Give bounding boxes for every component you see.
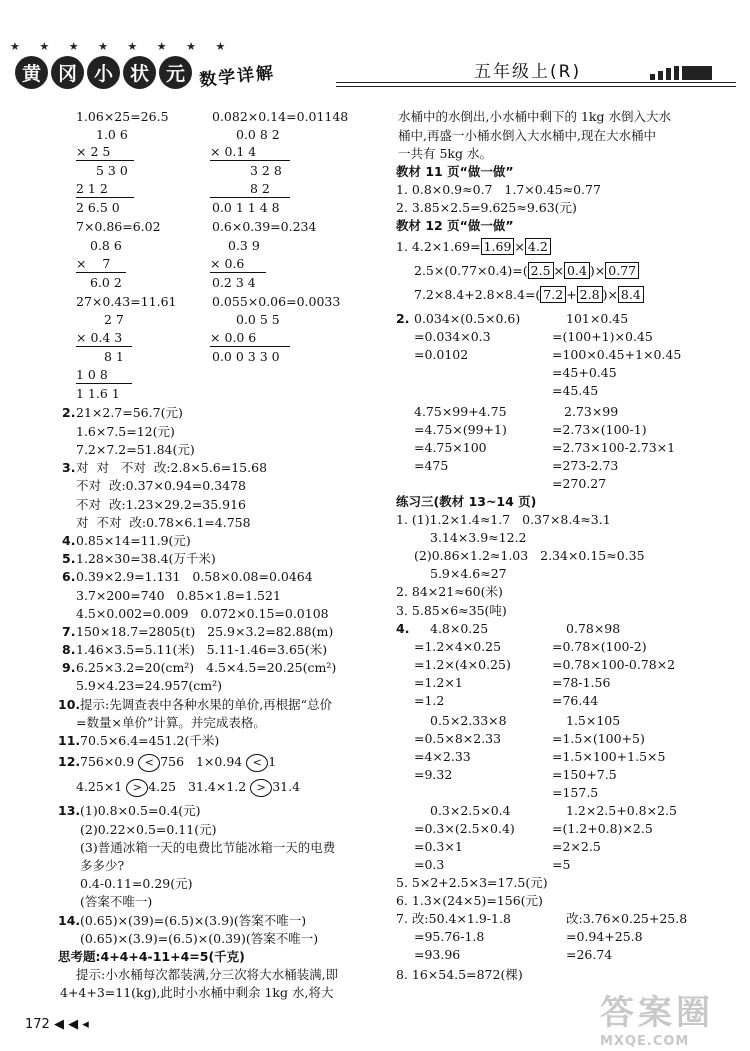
calc-line: × 7 bbox=[76, 256, 111, 271]
watermark-logo: 答案圈 bbox=[600, 993, 714, 1033]
text-line: 7×0.86=6.02 bbox=[76, 219, 161, 234]
item-number: 2. bbox=[396, 311, 410, 326]
text-line: =45.45 bbox=[552, 383, 599, 398]
text-line: 0.082×0.14=0.01148 bbox=[212, 109, 349, 124]
text-line: =0.0102 bbox=[414, 347, 469, 362]
calc-rule bbox=[76, 272, 126, 273]
text-line: 4+4+3=11(kg),此时小水桶中剩余 1kg 水,将大 bbox=[60, 985, 334, 1000]
text-line: 2. 84×21≈60(米) bbox=[396, 584, 503, 599]
text-line: =0.3 bbox=[414, 857, 445, 872]
section-heading: 练习三(教材 13~14 页) bbox=[396, 494, 537, 509]
text-line: =0.94+25.8 bbox=[566, 929, 643, 944]
text-line: 1.6×7.5=12(元) bbox=[76, 424, 175, 439]
text-line: 0.034×(0.5×0.6) bbox=[414, 311, 521, 326]
book-logo bbox=[15, 52, 315, 96]
logo-subtitle: 数学详解 bbox=[198, 63, 277, 91]
text-line: =(100+1)×0.45 bbox=[552, 329, 653, 344]
boxed-line: 2.5×(0.77×0.4)=( 2.5 × 0.4 )× 0.77 bbox=[414, 262, 639, 279]
item-number: 14. bbox=[58, 913, 81, 928]
text-line: 2. 3.85×2.5=9.625≈9.63(元) bbox=[396, 200, 577, 215]
calc-line: 1 1.6 1 bbox=[76, 386, 120, 401]
item-number: 6. bbox=[62, 569, 76, 584]
text-line: 1. 0.8×0.9≈0.7 1.7×0.45≈0.77 bbox=[396, 182, 601, 197]
item-number: 11. bbox=[58, 733, 81, 748]
text-line: 4.5×0.002=0.009 0.072×0.15=0.0108 bbox=[76, 606, 329, 621]
text-line: 0.4-0.11=0.29(元) bbox=[80, 876, 193, 891]
text-line: =0.3×(2.5×0.4) bbox=[414, 821, 515, 836]
calc-line: 0.2 3 4 bbox=[212, 275, 256, 290]
watermark-url: MXQE.COM bbox=[600, 1034, 690, 1049]
section-heading: 教材 12 页“做一做” bbox=[396, 218, 514, 233]
answer-box: 7.2 bbox=[540, 286, 566, 303]
answer-box: 0.77 bbox=[605, 262, 639, 279]
text-line: =76.44 bbox=[552, 693, 599, 708]
text-line: 5. 5×2+2.5×3=17.5(元) bbox=[396, 875, 548, 890]
header-rule bbox=[336, 86, 736, 87]
text-line: 多多少? bbox=[80, 858, 125, 873]
text-line: =0.78×100-0.78×2 bbox=[552, 657, 676, 672]
boxed-line: 1. 4.2×1.69= 1.69 × 4.2 bbox=[396, 238, 551, 255]
text-line: =(1.2+0.8)×2.5 bbox=[552, 821, 653, 836]
calc-line: 0.3 9 bbox=[228, 238, 260, 253]
text-line: 6. 1.3×(24×5)=156(元) bbox=[396, 893, 543, 908]
text-line: =4×2.33 bbox=[414, 749, 471, 764]
text-line: 70.5×6.4=451.2(千米) bbox=[80, 733, 220, 748]
text-line: =1.2×1 bbox=[414, 675, 463, 690]
text-line: 0.85×14=11.9(元) bbox=[76, 533, 191, 548]
logo-char: 黄 bbox=[15, 56, 48, 89]
text-line: (2)0.22×0.5=0.11(元) bbox=[80, 822, 217, 837]
compare-line bbox=[76, 778, 300, 797]
text-line: =95.76-1.8 bbox=[414, 929, 485, 944]
text-line: 3.7×200=740 0.85×1.8=1.521 bbox=[76, 588, 281, 603]
answer-box: 4.2 bbox=[525, 238, 551, 255]
calc-rule bbox=[210, 272, 266, 273]
text-line: =78-1.56 bbox=[552, 675, 611, 690]
text-line: (0.65)×(39)=(6.5)×(3.9)(答案不唯一) bbox=[80, 913, 307, 928]
compare-expr: 1×0.94 bbox=[195, 754, 243, 769]
answer-box: 0.4 bbox=[564, 262, 590, 279]
answer-box: 2.8 bbox=[577, 286, 603, 303]
text-line: =270.27 bbox=[552, 476, 607, 491]
text-line: 提示:小水桶每次都装满,分三次将大水桶装满,即 bbox=[76, 967, 339, 982]
text-line: =26.74 bbox=[566, 947, 613, 962]
compare-expr: 756×0.9 bbox=[80, 754, 135, 769]
text-line: 3.14×3.9≈12.2 bbox=[430, 530, 527, 545]
text-line: 不对 改:1.23×29.2=35.916 bbox=[76, 497, 247, 512]
text-line: 4.8×0.25 bbox=[430, 621, 489, 636]
text-line: 7.2×7.2=51.84(元) bbox=[76, 442, 195, 457]
answer-box: 1.69 bbox=[481, 238, 515, 255]
compare-line bbox=[80, 753, 276, 772]
calc-line: × 2 5 bbox=[76, 144, 111, 159]
logo-char: 冈 bbox=[51, 56, 84, 89]
text-line: 6.25×3.2=20(cm²) 4.5×4.5=20.25(cm²) bbox=[76, 660, 337, 675]
item-number: 9. bbox=[62, 660, 76, 675]
text-line: =93.96 bbox=[414, 947, 461, 962]
text-line: 0.6×0.39=0.234 bbox=[212, 219, 317, 234]
calc-line: 2 7 bbox=[104, 312, 124, 327]
calc-line: × 0.1 4 bbox=[210, 144, 257, 159]
text-line: =0.034×0.3 bbox=[414, 329, 491, 344]
compare-sign: < bbox=[138, 754, 160, 772]
text-line: 对 不对 改:0.78×6.1=4.758 bbox=[76, 515, 251, 530]
text-line: =0.5×8×2.33 bbox=[414, 731, 502, 746]
text-line: 2.73×99 bbox=[564, 404, 619, 419]
text-line: 5.9×4.23=24.957(cm²) bbox=[76, 678, 223, 693]
text-line: (3)普通冰箱一天的电费比节能冰箱一天的电费 bbox=[80, 840, 336, 855]
calc-line: 1 0 8 bbox=[76, 367, 108, 382]
compare-sign: > bbox=[126, 779, 148, 797]
calc-line: 8 2 bbox=[250, 181, 270, 196]
boxed-prefix: 7.2×8.4+2.8×8.4=( bbox=[414, 287, 541, 302]
compare-rhs: 756 bbox=[160, 754, 185, 769]
text-line: 不对 改:0.37×0.94=0.3478 bbox=[76, 478, 247, 493]
compare-expr: 4.25×1 bbox=[76, 779, 123, 794]
answer-box: 8.4 bbox=[618, 286, 644, 303]
logo-stars: ★ ★ ★ ★ ★ ★ ★ ★ bbox=[10, 40, 234, 53]
text-line: =1.5×100+1.5×5 bbox=[552, 749, 666, 764]
text-line: 桶中,再盛一小桶水倒入大水桶中,现在大水桶中 bbox=[398, 128, 656, 143]
thinking-question: 思考题:4+4+4-11+4=5(千克) bbox=[58, 949, 245, 964]
text-line: =1.5×(100+5) bbox=[552, 731, 645, 746]
compare-rhs: 1 bbox=[268, 754, 277, 769]
text-line: 1. (1)1.2×1.4≈1.7 0.37×8.4≈3.1 bbox=[396, 512, 611, 527]
section-heading: 教材 11 页“做一做” bbox=[396, 164, 514, 179]
text-line: =1.2×4×0.25 bbox=[414, 639, 502, 654]
calc-line: 3 2 8 bbox=[250, 163, 282, 178]
text-line: (0.65)×(3.9)=(6.5)×(0.39)(答案不唯一) bbox=[80, 931, 319, 946]
text-line: 1.5×105 bbox=[566, 713, 621, 728]
calc-line: × 0.0 6 bbox=[210, 330, 257, 345]
calc-line: × 0.6 bbox=[210, 256, 245, 271]
calc-line: 6.0 2 bbox=[90, 275, 122, 290]
text-line: 7. 改:50.4×1.9-1.8 bbox=[396, 911, 511, 926]
compare-rhs: 4.25 bbox=[148, 779, 177, 794]
calc-rule bbox=[76, 383, 132, 384]
boxed-prefix: 1. 4.2×1.69= bbox=[396, 239, 481, 254]
calc-line: 2 6.5 0 bbox=[76, 200, 120, 215]
text-line: 1.28×30=38.4(万千米) bbox=[76, 551, 216, 566]
text-line: 1.06×25=26.5 bbox=[76, 109, 169, 124]
calc-line: 0.0 0 3 3 0 bbox=[212, 349, 280, 364]
text-line: =9.32 bbox=[414, 767, 453, 782]
calc-line: 8 1 bbox=[104, 349, 124, 364]
text-line: 1.46×3.5=5.11(米) 5.11-1.46=3.65(米) bbox=[76, 642, 328, 657]
calc-rule bbox=[76, 197, 134, 198]
calc-rule bbox=[76, 346, 132, 347]
compare-rhs: 31.4 bbox=[272, 779, 301, 794]
watermark bbox=[600, 985, 714, 1049]
text-line: 5.9×4.6≈27 bbox=[430, 566, 507, 581]
page-footer bbox=[25, 1017, 89, 1032]
text-line: =2×2.5 bbox=[552, 839, 601, 854]
text-line: 对 对 不对 改:2.8×5.6=15.68 bbox=[76, 460, 268, 475]
text-line: =100×0.45+1×0.45 bbox=[552, 347, 682, 362]
page-number: 172 bbox=[25, 1017, 50, 1032]
item-number: 2. bbox=[62, 405, 76, 420]
text-line: 0.055×0.06=0.0033 bbox=[212, 294, 341, 309]
calc-line: 0.0 5 5 bbox=[236, 312, 280, 327]
text-line: =0.3×1 bbox=[414, 839, 463, 854]
text-line: =2.73×100-2.73×1 bbox=[552, 440, 676, 455]
text-line: 水桶中的水倒出,小水桶中剩下的 1kg 水倒入大水 bbox=[398, 109, 671, 124]
text-line: =4.75×100 bbox=[414, 440, 487, 455]
calc-line: 0.0 8 2 bbox=[236, 127, 280, 142]
text-line: =273-2.73 bbox=[552, 458, 619, 473]
calc-line: 2 1 2 bbox=[76, 181, 108, 196]
header-bars-decoration bbox=[650, 66, 712, 80]
text-line: =1.2×(4×0.25) bbox=[414, 657, 511, 672]
text-line: =45+0.45 bbox=[552, 365, 617, 380]
footer-arrows: ◀ ◀ ◂ bbox=[53, 1017, 89, 1032]
item-number: 4. bbox=[396, 621, 410, 636]
text-line: 4.75×99+4.75 bbox=[414, 404, 507, 419]
logo-char: 元 bbox=[159, 56, 192, 89]
item-number: 8. bbox=[62, 642, 76, 657]
text-line: 101×0.45 bbox=[566, 311, 629, 326]
text-line: =2.73×(100-1) bbox=[552, 422, 647, 437]
text-line: (答案不唯一) bbox=[80, 894, 153, 909]
compare-sign: > bbox=[250, 779, 272, 797]
compare-sign: < bbox=[246, 754, 268, 772]
item-number: 7. bbox=[62, 624, 76, 639]
text-line: 3. 5.85×6≈35(吨) bbox=[396, 603, 507, 618]
text-line: (1)0.8×0.5=0.4(元) bbox=[80, 803, 201, 818]
item-number: 13. bbox=[58, 803, 81, 818]
text-line: 0.3×2.5×0.4 bbox=[430, 803, 511, 818]
text-line: 1.2×2.5+0.8×2.5 bbox=[566, 803, 677, 818]
boxed-line: 7.2×8.4+2.8×8.4=( 7.2 + 2.8 )× 8.4 bbox=[414, 286, 644, 303]
calc-rule bbox=[76, 160, 134, 161]
item-number: 3. bbox=[62, 460, 76, 475]
text-line: 27×0.43=11.61 bbox=[76, 294, 177, 309]
text-line: =475 bbox=[414, 458, 449, 473]
calc-rule bbox=[210, 346, 290, 347]
text-line: =数量×单价”计算。并完成表格。 bbox=[76, 715, 266, 730]
text-line: 0.39×2.9=1.131 0.58×0.08=0.0464 bbox=[76, 569, 313, 584]
text-line: =157.5 bbox=[552, 785, 599, 800]
page-header bbox=[0, 0, 750, 100]
text-line: =0.78×(100-2) bbox=[552, 639, 647, 654]
logo-char: 小 bbox=[87, 56, 120, 89]
calc-rule bbox=[210, 197, 290, 198]
text-line: 一共有 5kg 水。 bbox=[398, 146, 492, 161]
text-line: 150×18.7=2805(t) 25.9×3.2=82.88(m) bbox=[76, 624, 334, 639]
text-line: =5 bbox=[552, 857, 571, 872]
text-line: =150+7.5 bbox=[552, 767, 617, 782]
calc-line: 0.0 1 1 4 8 bbox=[212, 200, 280, 215]
item-number: 10. bbox=[58, 697, 81, 712]
text-line: =1.2 bbox=[414, 693, 445, 708]
text-line: =4.75×(99+1) bbox=[414, 422, 507, 437]
item-number: 4. bbox=[62, 533, 76, 548]
text-line: 21×2.7=56.7(元) bbox=[76, 405, 183, 420]
text-line: 0.5×2.33×8 bbox=[430, 713, 507, 728]
item-number: 12. bbox=[58, 754, 81, 769]
text-line: 8. 16×54.5=872(棵) bbox=[396, 967, 523, 982]
logo-char: 状 bbox=[123, 56, 156, 89]
header-rule bbox=[336, 82, 736, 83]
calc-line: × 0.4 3 bbox=[76, 330, 123, 345]
item-number: 5. bbox=[62, 551, 76, 566]
text-line: 提示:先调查表中各种水果的单价,再根据“总价 bbox=[80, 697, 333, 712]
text-line: 改:3.76×0.25+25.8 bbox=[566, 911, 688, 926]
calc-line: 5 3 0 bbox=[96, 163, 128, 178]
answer-box: 2.5 bbox=[528, 262, 554, 279]
text-line: 0.78×98 bbox=[566, 621, 621, 636]
calc-line: 0.8 6 bbox=[90, 238, 122, 253]
compare-expr: 31.4×1.2 bbox=[188, 779, 247, 794]
calc-line: 1.0 6 bbox=[96, 127, 128, 142]
boxed-prefix: 2.5×(0.77×0.4)=( bbox=[414, 263, 528, 278]
text-line: (2)0.86×1.2≈1.03 2.34×0.15≈0.35 bbox=[414, 548, 645, 563]
grade-label: 五年级上(R) bbox=[474, 62, 582, 82]
calc-rule bbox=[210, 160, 290, 161]
